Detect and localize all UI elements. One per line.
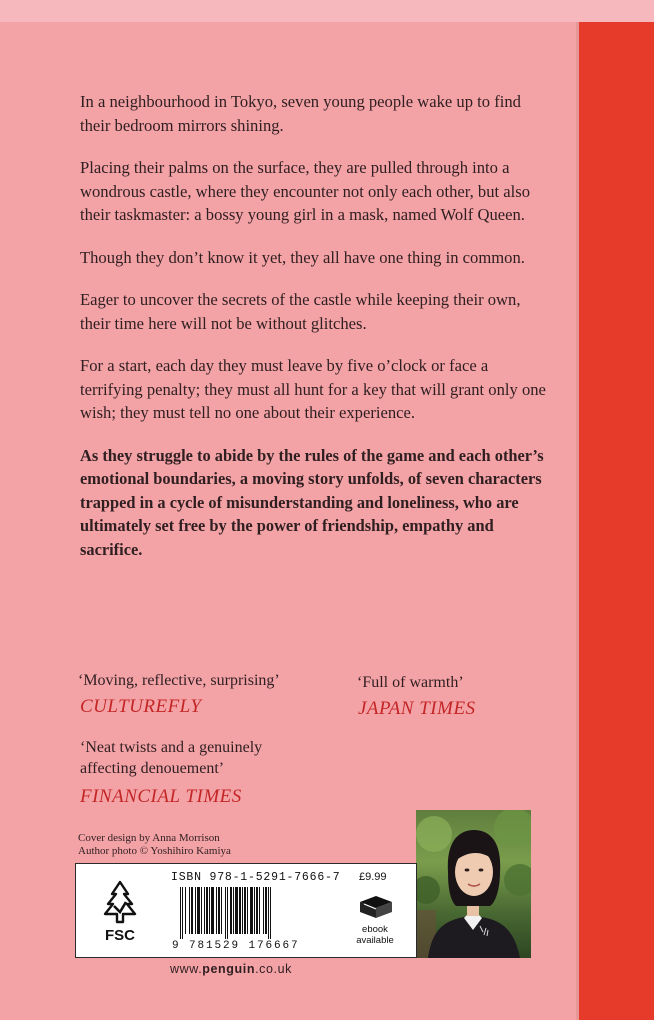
ebook-line1: ebook [362, 924, 388, 935]
barcode-bar [254, 887, 255, 934]
quote-financial-times-line2: affecting denouement’ [80, 760, 225, 777]
source-financial-times: FINANCIAL TIMES [80, 786, 242, 807]
barcode-bar [247, 887, 248, 934]
barcode-digits: 9 781529 176667 [172, 940, 300, 952]
barcode [180, 887, 310, 939]
website-url[interactable] [170, 962, 292, 976]
barcode-bar [227, 887, 228, 939]
barcode-bar [242, 887, 243, 934]
barcode-bar [239, 887, 241, 934]
barcode-bar [189, 887, 190, 934]
barcode-bar [218, 887, 220, 934]
barcode-bar [195, 887, 196, 934]
quote-financial-times-line1: ‘Neat twists and a genuinely [80, 739, 263, 756]
barcode-bar [235, 887, 238, 934]
barcode-bar [211, 887, 214, 934]
barcode-bar [204, 887, 205, 934]
barcode-bar [206, 887, 208, 934]
barcode-bar [201, 887, 202, 934]
barcode-bar [265, 887, 267, 934]
quote-financial-times [80, 737, 262, 779]
barcode-bar [244, 887, 246, 934]
blurb-paragraph-3: Though they don’t know it yet, they all have one thing in common. [80, 247, 525, 267]
blurb-paragraph-2: Placing their palms on the surface, they are pulled through into a wondrous castle, where they encounter not only each other, but also their taskmaster: a bossy young girl in a mask, named Wolf Queen. [80, 158, 530, 224]
ebook-line2: available [356, 935, 394, 946]
top-band [0, 0, 654, 22]
price: £9.99 [359, 871, 387, 883]
barcode-bar [225, 887, 226, 939]
barcode-bar [263, 887, 264, 934]
website-brand: penguin [202, 962, 256, 976]
barcode-bar [256, 887, 258, 934]
author-photo [416, 810, 531, 958]
author-photo-illustration [416, 810, 531, 958]
website-suffix: .co.uk [255, 962, 293, 976]
blurb-paragraph-1: In a neighbourhood in Tokyo, seven young people wake up to find their bedroom mirrors shining. [80, 92, 521, 135]
barcode-bar [209, 887, 210, 934]
credits [78, 832, 231, 858]
photo-credit: Author photo © Yoshihiro Kamiya [78, 845, 231, 857]
barcode-bar [185, 887, 186, 934]
ebook-icon [356, 892, 396, 922]
spine-stripe [579, 22, 654, 1020]
website-prefix: www. [170, 962, 203, 976]
blurb-paragraph-5: For a start, each day they must leave by five o’clock or face a terrifying penalty; they must all hunt for a key that will grant only one wish; they must tell no one about their experience. [80, 356, 546, 422]
barcode-bar [268, 887, 269, 939]
barcode-bar [233, 887, 234, 934]
blurb-paragraph-6: As they struggle to abide by the rules of the game and each other’s emotional boundaries, a moving story unfolds, of seven characters trapped in a cycle of misunderstanding and loneliness, who are ultimately set free by the power of friendship, empathy and sacrifice. [80, 445, 544, 559]
barcode-bar [197, 887, 200, 934]
barcode-bar [191, 887, 193, 934]
cover-credit: Cover design by Anna Morrison [78, 832, 220, 844]
source-japan-times: JAPAN TIMES [358, 698, 476, 719]
barcode-bar [270, 887, 271, 939]
blurb [80, 90, 550, 580]
isbn-label: ISBN 978-1-5291-7666-7 [171, 871, 341, 884]
source-culturefly: CULTUREFLY [80, 696, 202, 717]
barcode-bar [259, 887, 260, 934]
quote-japan-times: ‘Full of warmth’ [357, 674, 464, 691]
ebook-available [352, 924, 398, 946]
barcode-bar [182, 887, 183, 939]
barcode-box [75, 863, 417, 958]
barcode-bar [230, 887, 232, 934]
barcode-bar [221, 887, 222, 934]
fsc-label: FSC [105, 927, 135, 944]
blurb-paragraph-4: Eager to uncover the secrets of the castle while keeping their own, their time here will not be without glitches. [80, 290, 521, 333]
fsc-tree-icon [90, 878, 150, 944]
barcode-bar [250, 887, 253, 934]
barcode-bar [216, 887, 217, 934]
quote-culturefly: ‘Moving, reflective, surprising’ [78, 672, 280, 689]
barcode-bar [180, 887, 181, 939]
